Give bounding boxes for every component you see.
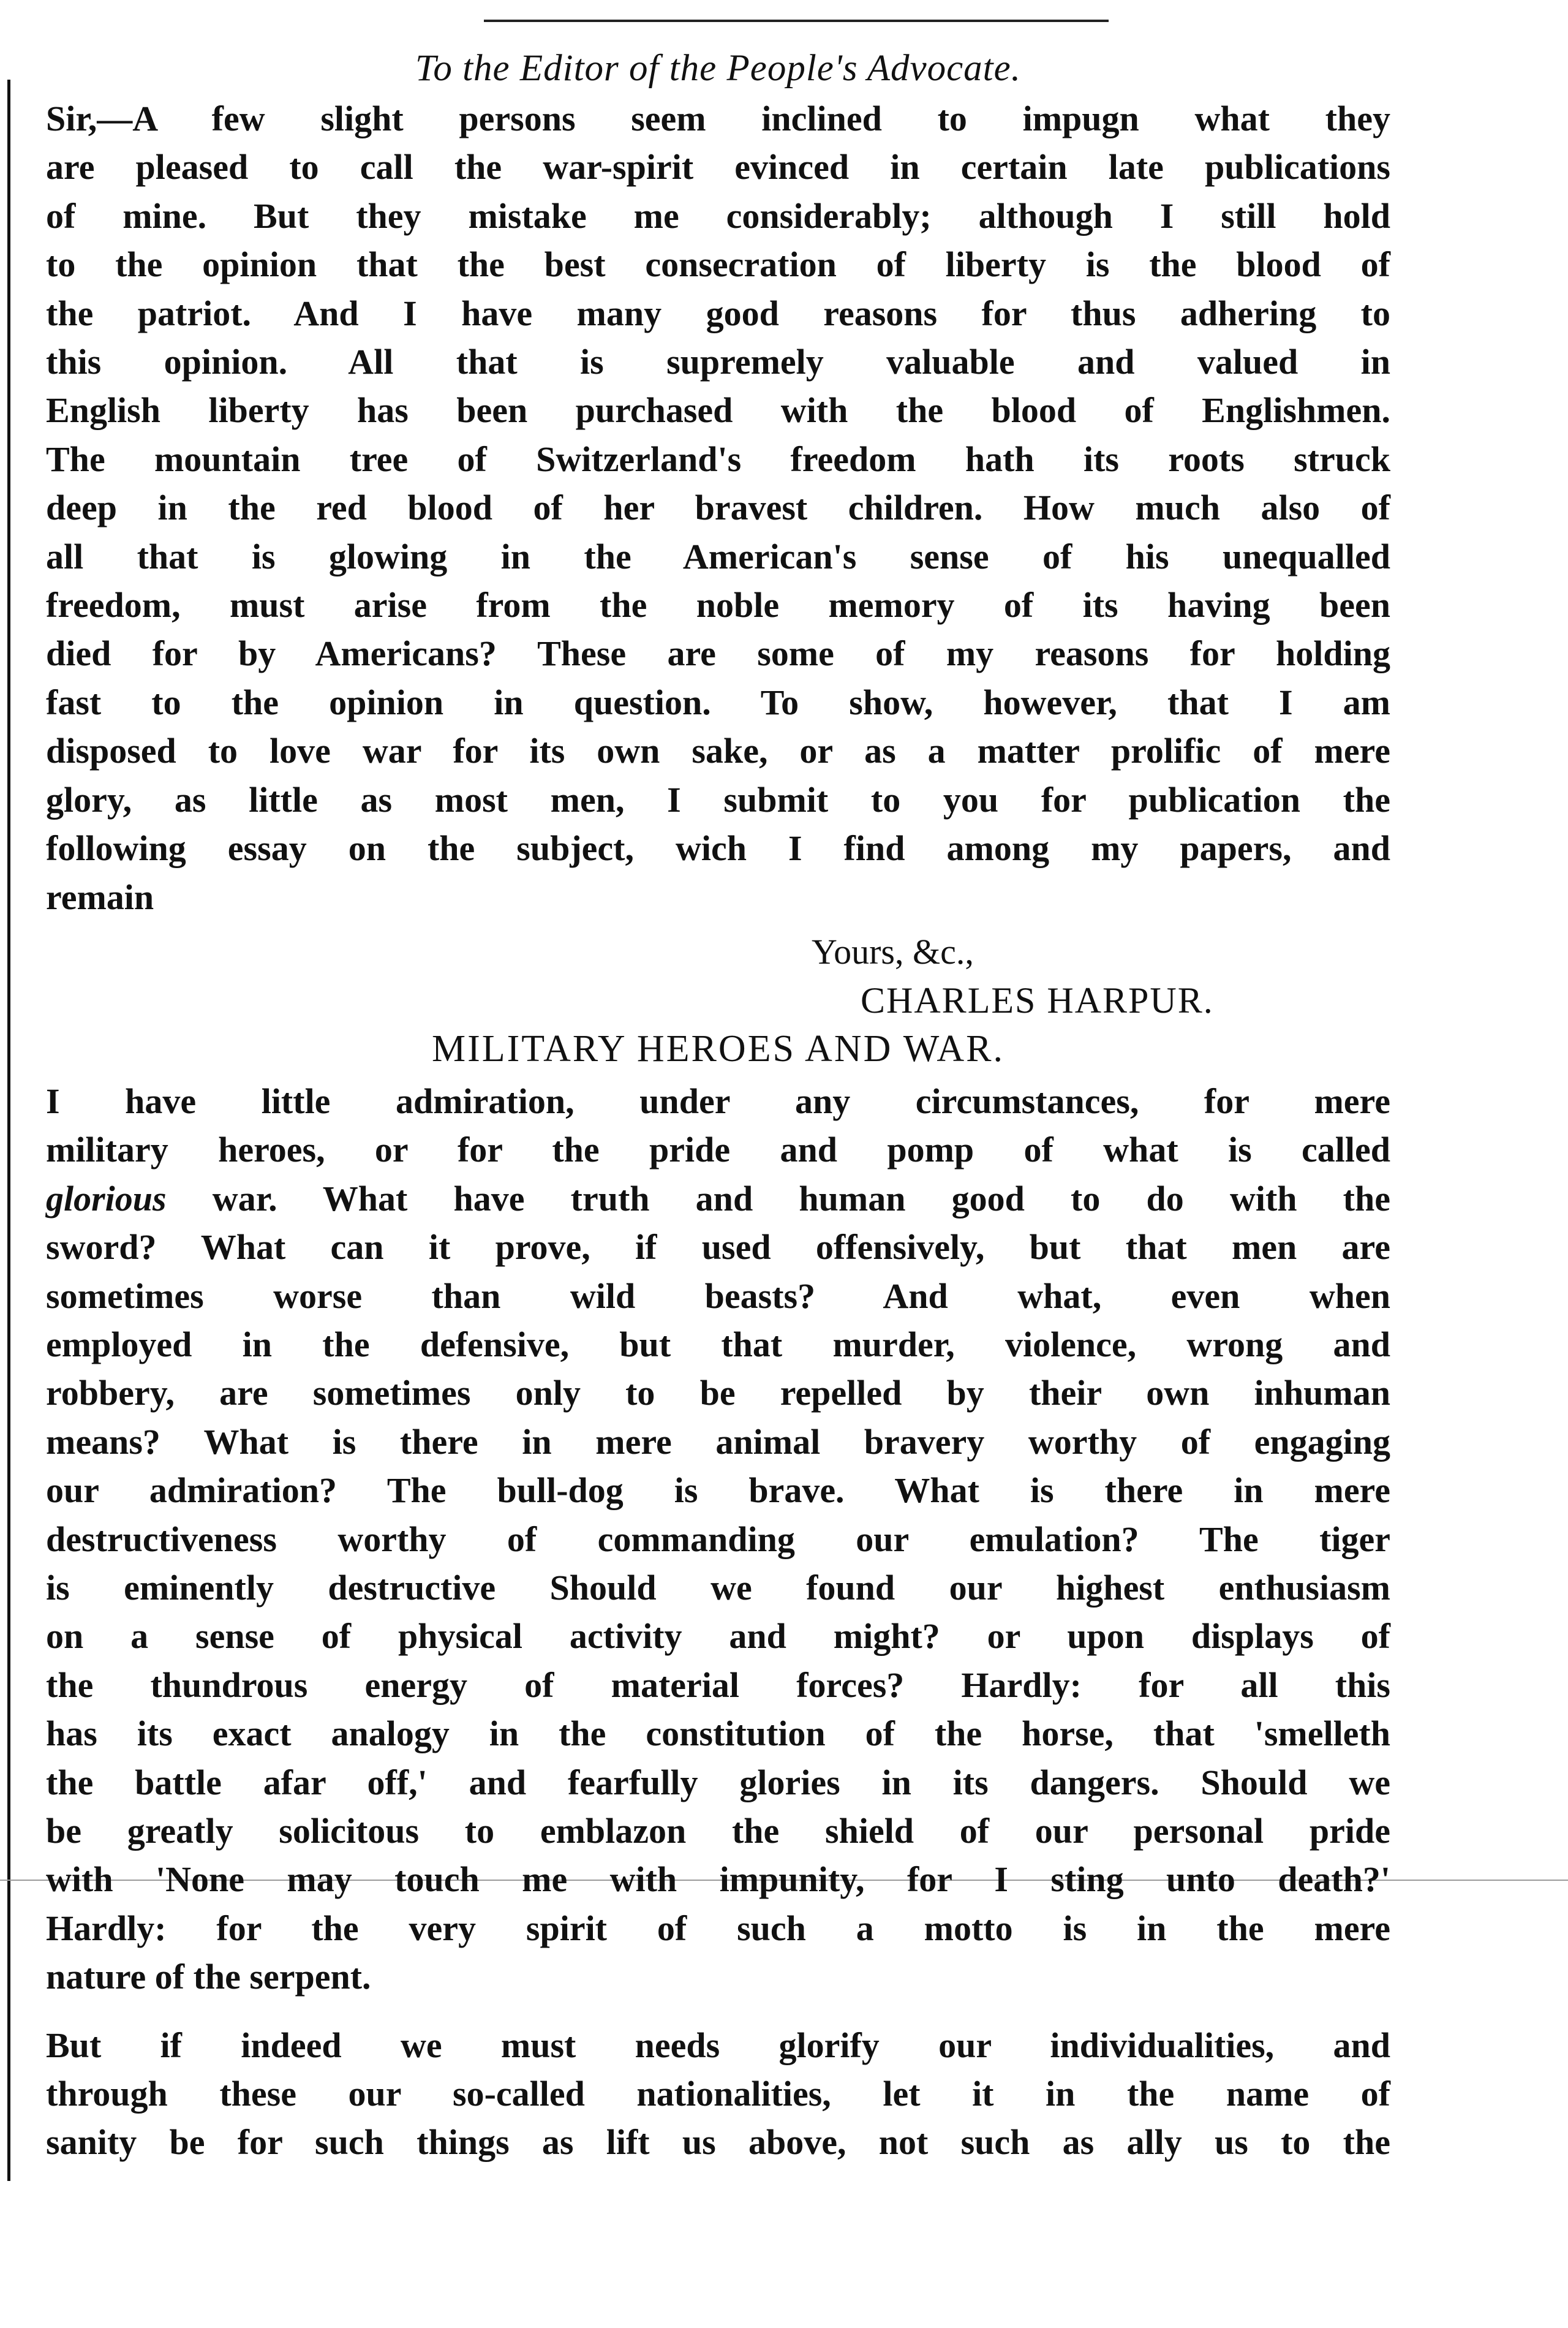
section-separator-rule — [484, 20, 1109, 22]
text-line: are pleased to call the war-spirit evinced in certain late publications — [46, 147, 1390, 187]
text-line: be greatly solicitous to emblazon the shield of our personal pride — [46, 1811, 1390, 1851]
text-line: died for by Americans? These are some of my reasons for holding — [46, 633, 1390, 674]
text-line: But if indeed we must needs glorify our individualities, and — [46, 2025, 1390, 2065]
text-fragment: war. What have truth and human good to do with the — [166, 1178, 1390, 1219]
text-line: the thundrous energy of material forces? Hardly: for all this — [46, 1665, 1390, 1705]
text-line: employed in the defensive, but that murder, violence, wrong and — [46, 1324, 1390, 1364]
text-line: The mountain tree of Switzerland's freedom hath its roots struck — [46, 439, 1390, 479]
text-line: the battle afar off,' and fearfully glories in its dangers. Should we — [46, 1762, 1390, 1802]
text-line: military heroes, or for the pride and pomp of what is called — [46, 1130, 1390, 1170]
text-line: disposed to love war for its own sake, or as a matter prolific of mere — [46, 731, 1390, 771]
text-line: nature of the serpent. — [46, 1957, 371, 1997]
text-line: remain — [46, 877, 154, 917]
text-line: all that is glowing in the American's sense of his unequalled — [46, 536, 1390, 576]
text-line: I have little admiration, under any circumstances, for mere — [46, 1081, 1390, 1121]
letter-signature: CHARLES HARPUR. — [861, 980, 1214, 1021]
text-line: through these our so-called nationalities, let it in the name of — [46, 2074, 1390, 2114]
text-line: English liberty has been purchased with the blood of Englishmen. — [46, 390, 1390, 431]
text-line: robbery, are sometimes only to be repelled by their own inhuman — [46, 1373, 1390, 1413]
letter-paragraph — [46, 94, 1390, 921]
text-line — [46, 1174, 1390, 1223]
text-line: deep in the red blood of her bravest children. How much also of — [46, 488, 1390, 528]
text-line: this opinion. All that is supremely valuable and valued in — [46, 342, 1390, 382]
essay-paragraph-1 — [46, 1077, 1390, 2001]
text-line: Hardly: for the very spirit of such a motto is in the mere — [46, 1908, 1390, 1948]
column-left-rule — [7, 80, 10, 2181]
letter-closing: Yours, &c., — [812, 931, 974, 972]
text-line: with 'None may touch me with impunity, for I sting unto death?' — [46, 1859, 1390, 1900]
text-line: freedom, must arise from the noble memory of its having been — [46, 585, 1390, 625]
text-line: on a sense of physical activity and might? or upon displays of — [46, 1616, 1390, 1657]
text-line: the patriot. And I have many good reasons for thus adhering to — [46, 293, 1390, 333]
essay-paragraph-2 — [46, 2021, 1390, 2167]
text-line: sometimes worse than wild beasts? And what, even when — [46, 1275, 1390, 1316]
text-line: destructiveness worthy of commanding our emulation? The tiger — [46, 1519, 1390, 1559]
text-line: to the opinion that the best consecration of liberty is the blood of — [46, 244, 1390, 285]
text-line: has its exact analogy in the constitution of the horse, that 'smelleth — [46, 1714, 1390, 1754]
text-line: means? What is there in mere animal bravery worthy of engaging — [46, 1421, 1390, 1462]
text-line: sword? What can it prove, if used offensively, but that men are — [46, 1227, 1390, 1268]
essay-title: MILITARY HEROES AND WAR. — [431, 1027, 1005, 1070]
letter-heading: To the Editor of the People's Advocate. — [415, 48, 1021, 89]
text-line: fast to the opinion in question. To show, however, that I am — [46, 682, 1390, 722]
text-line: sanity be for such things as lift us above, not such as ally us to the — [46, 2122, 1390, 2163]
text-line: glory, as little as most men, I submit to you for publication the — [46, 779, 1390, 820]
text-line: of mine. But they mistake me considerably; although I still hold — [46, 195, 1390, 236]
text-line: following essay on the subject, wich I find among my papers, and — [46, 828, 1390, 869]
text-line: is eminently destructive Should we found our highest enthusiasm — [46, 1567, 1390, 1608]
text-line: our admiration? The bull-dog is brave. What is there in mere — [46, 1470, 1390, 1511]
text-line: Sir,—A few slight persons seem inclined to impugn what they — [46, 99, 1390, 138]
newspaper-column — [46, 43, 1390, 2167]
italic-word: glorious — [46, 1178, 167, 1219]
